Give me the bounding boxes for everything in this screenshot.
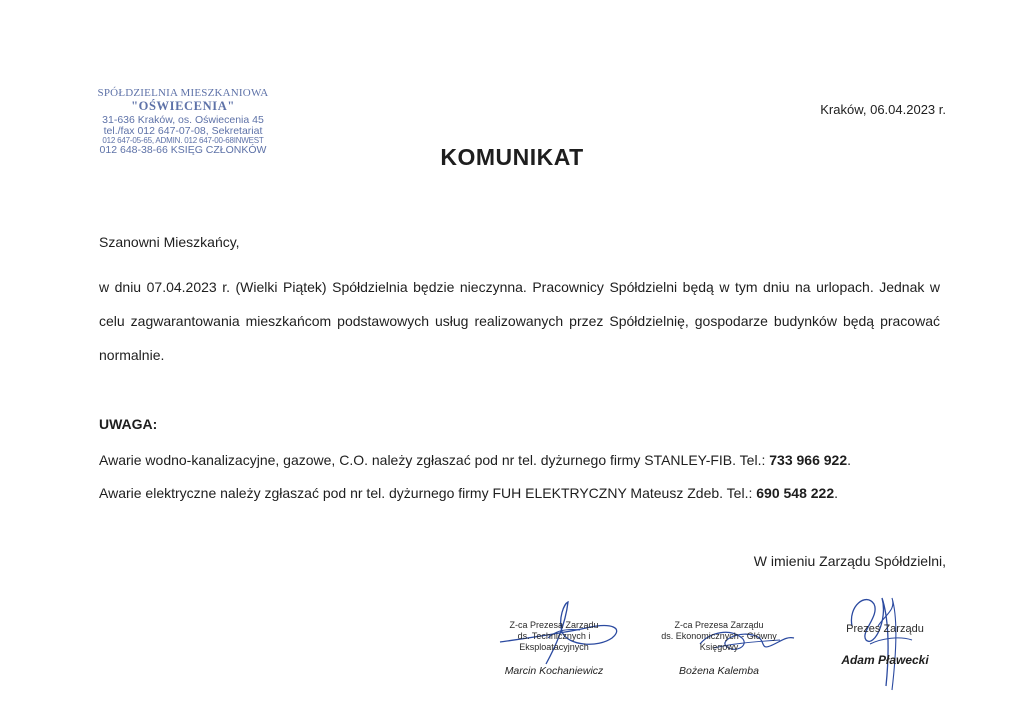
body-paragraph: w dniu 07.04.2023 r. (Wielki Piątek) Spółdzielnia będzie nieczynna. Pracownicy Spółdzielni będą w tym dniu na urlopach. Jednak w celu zagwarantowania mieszkańcom podstawowych usług realizowanych przez Spółdzielnię, gospodarze budynków będą pracować normalnie. — [99, 279, 940, 363]
warning-line-electric-text: Awarie elektryczne należy zgłaszać pod nr tel. dyżurnego firmy FUH ELEKTRYCZNY Mateusz Zdeb. Tel.: — [99, 485, 753, 501]
signature-role: Z-ca Prezesa Zarządu — [509, 620, 599, 630]
signature-name: Bożena Kalemba — [679, 665, 759, 677]
stamp-address: 31-636 Kraków, os. Oświecenia 45 — [102, 113, 264, 126]
signature-block-deputy-economic — [654, 620, 784, 677]
signature-role-detail: ds. Ekonomicznych - Główny Księgowy — [661, 631, 777, 652]
document-date: Kraków, 06.04.2023 r. — [820, 102, 946, 117]
signature-name: Marcin Kochaniewicz — [504, 665, 604, 677]
stamp-name: "OŚWIECENIA" — [131, 98, 235, 113]
signature-name: Adam Pławecki — [841, 653, 929, 667]
greeting: Szanowni Mieszkańcy, — [99, 234, 240, 250]
signature-block-deputy-technical — [484, 620, 624, 677]
signature-role: Prezes Zarządu — [846, 623, 924, 635]
warning-line-electric — [99, 485, 838, 501]
warning-line-water-phone: 733 966 922 — [769, 452, 848, 468]
warning-line-water-text: Awarie wodno-kanalizacyjne, gazowe, C.O. należy zgłaszać pod nr tel. dyżurnego firmy STANLEY-FIB. Tel.: — [99, 452, 766, 468]
signature-block-president — [830, 624, 940, 667]
period: . — [847, 452, 851, 468]
stamp-phone: tel./fax 012 647-07-08, Sekretariat — [103, 124, 263, 137]
warning-line-electric-phone: 690 548 222 — [756, 485, 835, 501]
period: . — [834, 485, 838, 501]
stamp-admin: 012 647-05-65, ADMIN. 012 647-00-68INWEST — [102, 135, 264, 145]
stamp-org: SPÓŁDZIELNIA MIESZKANIOWA — [97, 87, 269, 99]
warning-line-water — [99, 452, 851, 468]
stamp-members: 012 648-38-66 KSIĘG CZŁONKÓW — [99, 144, 267, 157]
warning-title: UWAGA: — [99, 416, 158, 432]
signature-role-detail: ds. Technicznych i Eksploatacyjnych — [517, 631, 591, 652]
signature-role: Z-ca Prezesa Zarządu — [674, 620, 764, 630]
document-title: KOMUNIKAT — [440, 144, 584, 170]
closing-line: W imieniu Zarządu Spółdzielni, — [753, 553, 946, 569]
